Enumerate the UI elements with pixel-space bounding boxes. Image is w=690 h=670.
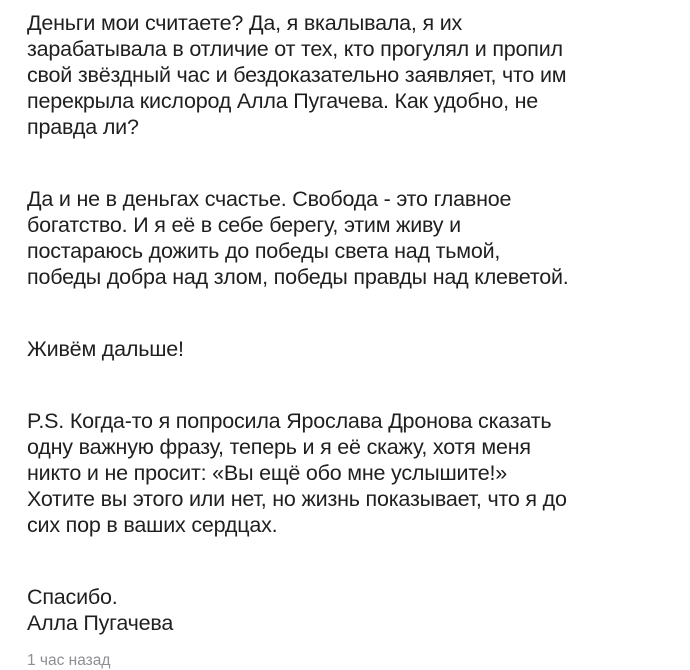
post-paragraph-freedom xyxy=(27,186,677,290)
text-line: постараюсь дожить до победы света над тьмой, xyxy=(27,239,501,263)
post-timestamp[interactable]: 1 час назад xyxy=(27,652,111,669)
text-line: Да и не в деньгах счастье. Свобода - это главное xyxy=(27,187,512,211)
post-paragraph-live-on xyxy=(27,336,677,362)
author-name: Алла Пугачева xyxy=(27,611,174,635)
text-line: свой звёздный час и бездоказательно заявляет, что им xyxy=(27,63,567,87)
text-line: Спасибо. xyxy=(27,585,118,609)
text-line: правда ли? xyxy=(27,115,139,139)
text-line: Хотите вы этого или нет, но жизнь показывает, что я до xyxy=(27,487,567,511)
post-paragraph-ps xyxy=(27,408,677,538)
text-line: зарабатывала в отличие от тех, кто прогулял и пропил xyxy=(27,37,563,61)
post-body xyxy=(27,10,677,670)
post-signature xyxy=(27,584,677,636)
text-line: Живём дальше! xyxy=(27,337,184,361)
text-line: перекрыла кислород Алла Пугачева. Как удобно, не xyxy=(27,89,539,113)
text-line: сих пор в ваших сердцах. xyxy=(27,513,278,537)
text-line: Деньги мои считаете? Да, я вкалывала, я их xyxy=(27,11,463,35)
text-line: богатство. И я её в себе берегу, этим живу и xyxy=(27,213,461,237)
text-line: победы добра над злом, победы правды над клеветой. xyxy=(27,265,569,289)
text-line: P.S. Когда-то я попросила Ярослава Дронова сказать xyxy=(27,409,552,433)
text-line: одну важную фразу, теперь и я её скажу, хотя меня xyxy=(27,435,531,459)
text-line: никто и не просит: «Вы ещё обо мне услышите!» xyxy=(27,461,508,485)
post-paragraph-money xyxy=(27,10,677,140)
